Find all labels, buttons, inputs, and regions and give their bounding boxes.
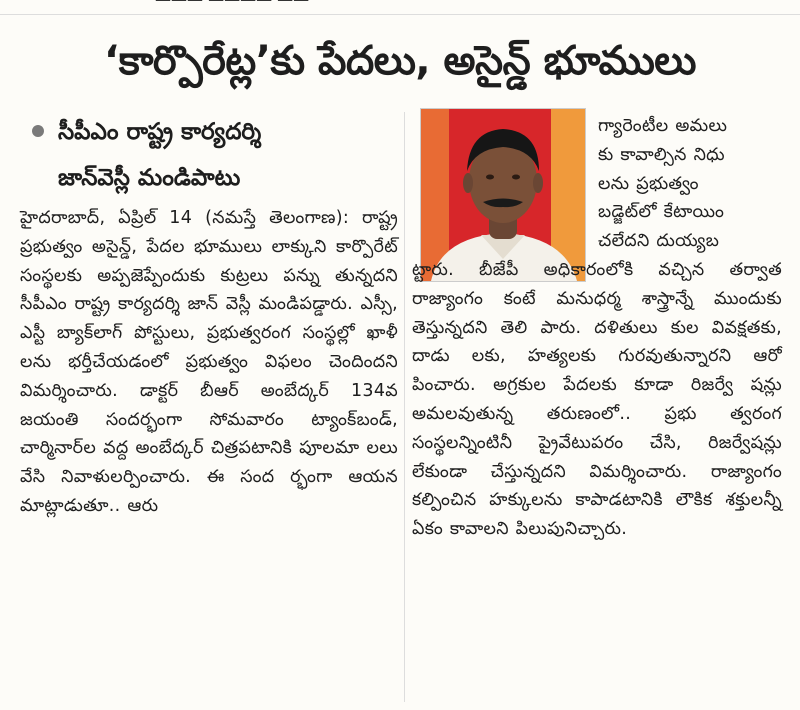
deck-line-2: [20, 158, 398, 198]
deck-text-1: సీపీఎం రాష్ట్ర కార్యదర్శి: [58, 119, 262, 145]
wrap-line: గ్యారెంటీల అమలు: [598, 116, 728, 136]
right-paragraph: ట్టారు. బీజేపీ అధికారంలోకి వచ్చిన తర్వాత రాజ్యాంగం కంటే మనుధర్మ శాస్త్రాన్నే ముందుకు తెస్తున్నదని తెలి పారు. దళితులు కుల వివక్షతకు, దాడు లకు, హత్యలకు గురవుతున్నారని ఆరో పించారు. అగ్రకుల పేదలకు కూడా రిజర్వే షన్లు అమలవుతున్న తరుణంలో.. ప్రభు త్వరంగ సంస్థలన్నింటినీ ప్రైవేటుపరం చేసి, రిజర్వేషన్లు లేకుండా చేస్తున్నదని విమర్శించారు. రాజ్యాంగం కల్పించిన హక్కులను కాపాడటానికి లౌకిక శక్తులన్నీ ఏకం కావాలని పిలుపునిచ్చారు.: [412, 259, 782, 540]
left-paragraph: హైదరాబాద్, ఏప్రిల్ 14 (నమస్తే తెలంగాణ): రాష్ట్ర ప్రభుత్వం అసైన్డ్, పేదల భూములు లాక్కుని కార్పొరేట్ సంస్థలకు అప్పజెప్పేందుకు కుట్రలు పన్ను తున్నదని సీపీఎం రాష్ట్ర కార్యదర్శి జాన్ వెస్లీ మండిపడ్డారు. ఎస్సీ, ఎస్టీ బ్యాక్‌లాగ్ పోస్టులు, ప్రభుత్వరంగ సంస్థల్లో ఖాళీ లను భర్తీచేయడంలో ప్రభుత్వం విఫలం చెందిందని విమర్శించారు. డాక్టర్ బీఆర్ అంబేద్కర్ 134వ జయంతి సందర్భంగా సోమవారం ట్యాంక్‌బండ్, చార్మినార్‌ల వద్ద అంబేద్కర్ చిత్రపటానికి పూలమా లలు వేసి నివాళులర్పించారు. ఈ సంద ర్భంగా ఆయన మాట్లాడుతూ.. ఆరు: [20, 208, 398, 516]
column-divider: [404, 112, 405, 702]
right-column: [412, 112, 782, 544]
wrap-line: లను ప్రభుత్వం: [598, 173, 699, 194]
headline: ‘కార్పొరేట్ల’కు పేదలు, అసైన్డ్ భూములు: [104, 38, 696, 84]
deck-text-2: జాన్‌వెస్లీ మండిపాటు: [58, 165, 241, 191]
wrap-line: బడ్జెట్‌లో కేటాయిం: [598, 202, 725, 223]
previous-article-text: [155, 0, 309, 9]
wrap-line: కు కావాల్సిన నిధు: [598, 144, 725, 165]
left-column: [20, 112, 398, 521]
wrap-line: చలేదని దుయ్యబ: [598, 231, 720, 252]
previous-article-cut: [0, 0, 800, 15]
photo-wrap-lines: [598, 112, 782, 256]
deck-line-1: [20, 112, 398, 152]
bullet-icon: [32, 125, 44, 137]
